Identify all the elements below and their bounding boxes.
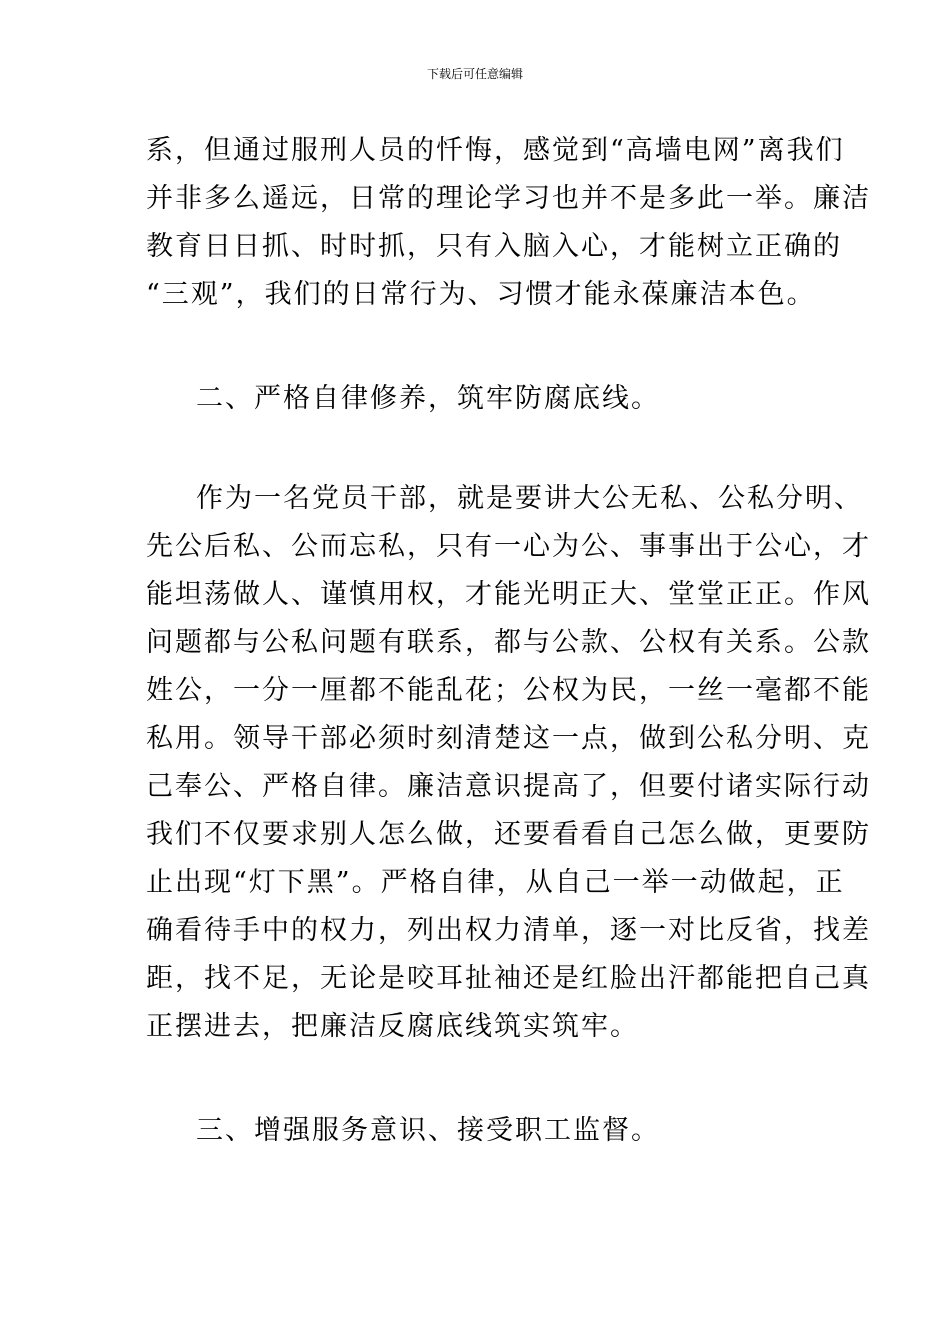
text-line: 正摆进去，把廉洁反腐底线筑实筑牢。: [146, 1011, 639, 1042]
text-line: 作为一名党员干部，就是要讲大公无私、公私分明、: [196, 483, 863, 514]
section-heading: 二、严格自律修养，筑牢防腐底线。: [196, 383, 660, 414]
text-line: 姓公，一分一厘都不能乱花；公权为民，一丝一毫都不能: [146, 675, 871, 706]
text-line: 我们不仅要求别人怎么做，还要看看自己怎么做，更要防: [146, 819, 871, 850]
text-line: 距，找不足，无论是咬耳扯袖还是红脸出汗都能把自己真: [146, 963, 871, 994]
text-line: 己奉公、严格自律。廉洁意识提高了，但要付诸实际行动: [146, 771, 871, 802]
text-line: 私用。领导干部必须时刻清楚这一点，做到公私分明、克: [146, 723, 871, 754]
text-line: 止出现“灯下黑”。严格自律，从自己一举一动做起，正: [146, 867, 845, 898]
text-line: 并非多么遥远，日常的理论学习也并不是多此一举。廉洁: [146, 183, 871, 214]
text-line: “三观”，我们的日常行为、习惯才能永葆廉洁本色。: [146, 279, 816, 310]
page-header: 下载后可任意编辑: [426, 67, 523, 81]
text-line: 确看待手中的权力，列出权力清单，逐一对比反省，找差: [146, 915, 871, 946]
text-line: 问题都与公私问题有联系，都与公款、公权有关系。公款: [146, 627, 871, 658]
section-heading: 三、增强服务意识、接受职工监督。: [196, 1115, 660, 1146]
text-line: 教育日日抓、时时抓，只有入脑入心，才能树立正确的: [146, 231, 842, 262]
text-line: 系，但通过服刑人员的忏悔，感觉到“高墙电网”离我们: [146, 135, 845, 166]
text-line: 能坦荡做人、谨慎用权，才能光明正大、堂堂正正。作风: [146, 579, 871, 610]
text-line: 先公后私、公而忘私，只有一心为公、事事出于公心，才: [146, 531, 871, 562]
